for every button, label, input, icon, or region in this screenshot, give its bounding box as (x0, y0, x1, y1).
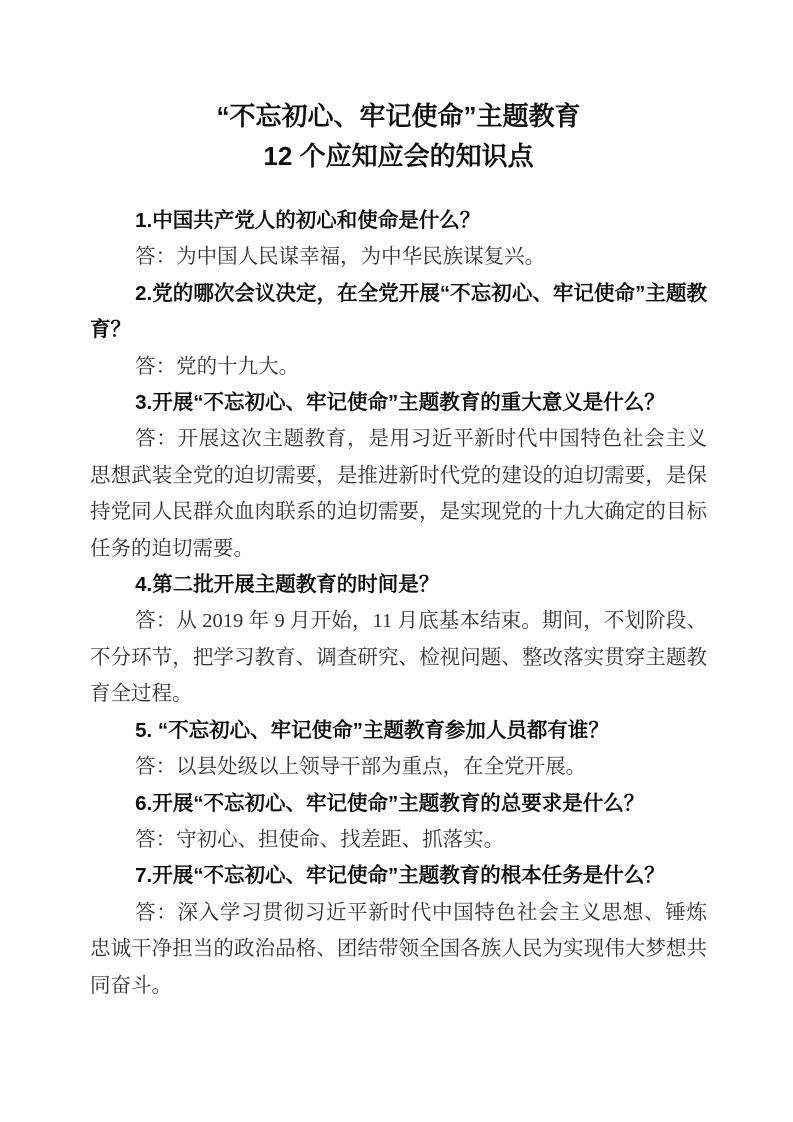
qa-item (90, 567, 707, 713)
answer-text: 答：党的十九大。 (135, 355, 300, 378)
qa-item (90, 786, 707, 859)
qa-item (90, 713, 707, 786)
qa-list (90, 203, 707, 1004)
question-text: 3.开展“不忘初心、牢记使命”主题教育的重大意义是什么？ (135, 391, 665, 415)
qa-item (90, 385, 707, 567)
title-line-2: 12 个应知应会的知识点 (263, 141, 534, 171)
question-text: 2.党的哪次会议决定，在全党开展“不忘初心、牢记使命”主题教育？ (90, 281, 707, 342)
question-text: 4.第二批开展主题教育的时间是？ (135, 573, 440, 597)
answer-text: 答：深入学习贯彻习近平新时代中国特色社会主义思想、锤炼忠诚干净担当的政治品格、团结带领全国各族人民为实现伟大梦想共同奋斗。 (90, 901, 707, 997)
answer-text: 答：从 2019 年 9 月开始，11 月底基本结束。期间，不划阶段、不分环节，把学习教育、调查研究、检视问题、整改落实贯穿主题教育全过程。 (90, 610, 707, 706)
document-title (90, 96, 707, 176)
answer-text: 答：守初心、担使命、找差距、抓落实。 (135, 828, 505, 851)
question-text: 1.中国共产党人的初心和使命是什么？ (135, 209, 481, 232)
question-text: 6.开展“不忘初心、牢记使命”主题教育的总要求是什么？ (135, 791, 645, 815)
title-line-1: “不忘初心、牢记使命”主题教育 (216, 101, 581, 131)
answer-text: 答：以县处级以上领导干部为重点，在全党开展。 (135, 756, 587, 779)
qa-item (90, 276, 707, 385)
answer-text: 答：为中国人民谋幸福，为中华民族谋复兴。 (135, 246, 546, 269)
question-text: 7.开展“不忘初心、牢记使命”主题教育的根本任务是什么？ (135, 864, 665, 888)
qa-item (90, 203, 707, 276)
question-text: 5. “不忘初心、牢记使命”主题教育参加人员都有谁？ (135, 718, 609, 742)
answer-text: 答：开展这次主题教育，是用习近平新时代中国特色社会主义思想武装全党的迫切需要，是推进新时代党的建设的迫切需要，是保持党同人民群众血肉联系的迫切需要，是实现党的十九大确定的目标任务的迫切需要。 (90, 428, 707, 560)
qa-item (90, 858, 707, 1004)
